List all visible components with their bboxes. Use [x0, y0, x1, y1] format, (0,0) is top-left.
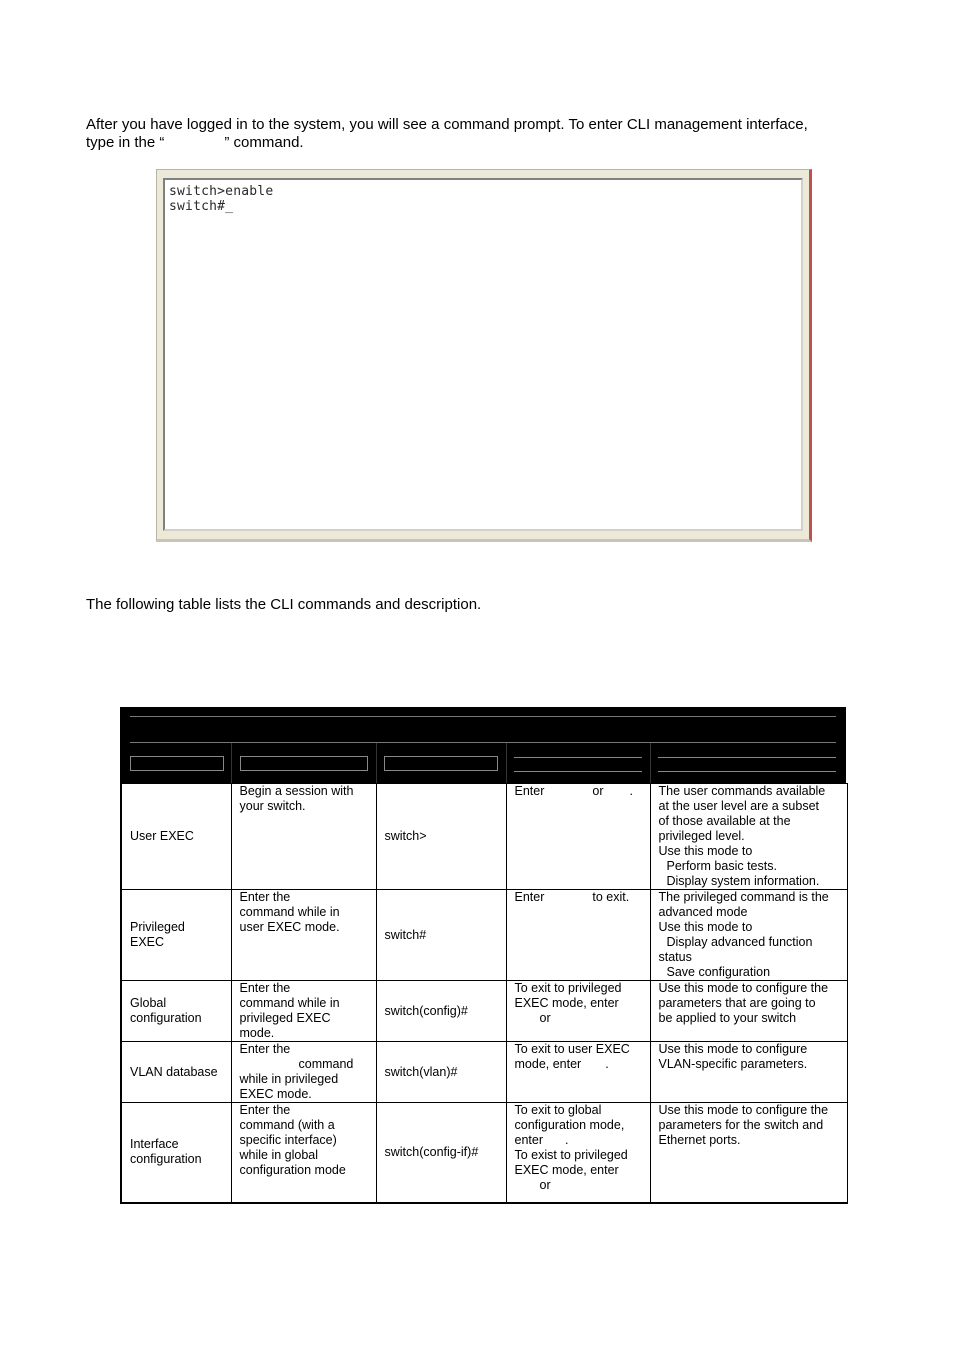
- about-text: be applied to your switch: [658, 1011, 797, 1025]
- access-cell: [231, 981, 376, 1042]
- exit-text: or: [539, 1011, 551, 1025]
- access-text: command while in: [239, 996, 340, 1010]
- header-cell-prompt: [384, 756, 498, 771]
- table-row: [121, 1042, 847, 1103]
- cli-command-table: [120, 707, 846, 1204]
- prompt-text: switch#: [384, 927, 427, 942]
- exit-text: To exist to privileged: [514, 1148, 628, 1162]
- mode-label: Interface: [130, 1137, 179, 1152]
- table-row: [121, 1103, 847, 1203]
- exit-text: enter: [514, 1133, 543, 1147]
- about-text: privileged level.: [658, 829, 745, 843]
- exit-cell: [506, 784, 650, 890]
- access-text: Begin a session with: [239, 784, 354, 798]
- about-cell: [650, 981, 847, 1042]
- prompt-text: switch(vlan)#: [384, 1064, 458, 1079]
- access-text: command while in: [239, 905, 340, 919]
- mode-label: Global: [130, 996, 167, 1010]
- prompt-cell: [376, 981, 506, 1042]
- exit-text: .: [565, 1133, 569, 1147]
- header-cell-about: [658, 757, 836, 758]
- mode-cell: [121, 1103, 231, 1203]
- mode-label: VLAN database: [130, 1064, 218, 1079]
- mode-label: configuration: [130, 1152, 202, 1167]
- exit-text: or: [539, 1178, 551, 1192]
- about-text: Use this mode to: [658, 920, 753, 934]
- access-text: Enter the: [239, 981, 291, 995]
- exit-cell: [506, 1042, 650, 1103]
- access-text: user EXEC mode.: [239, 920, 340, 934]
- exit-cell: [506, 981, 650, 1042]
- prompt-text: switch(config-if)#: [384, 1144, 479, 1159]
- access-cell: [231, 784, 376, 890]
- access-text: while in privileged: [239, 1072, 339, 1086]
- terminal-line: switch>enable: [169, 184, 274, 199]
- mode-cell: [121, 1042, 231, 1103]
- mode-label: User EXEC: [130, 829, 194, 843]
- table-row: [121, 981, 847, 1042]
- access-text: privileged EXEC: [239, 1011, 331, 1025]
- header-cell-access: [240, 756, 368, 771]
- exit-text: EXEC mode, enter: [514, 996, 619, 1010]
- access-text: EXEC mode.: [239, 1087, 312, 1101]
- about-text: The user commands available: [658, 784, 826, 798]
- terminal-line: switch#_: [169, 199, 234, 214]
- about-cell: [650, 1042, 847, 1103]
- about-text: of those available at the: [658, 814, 791, 828]
- exit-text: EXEC mode, enter: [514, 1163, 619, 1177]
- about-cell: [650, 784, 847, 890]
- about-list-item: Display advanced function: [666, 935, 813, 949]
- prompt-text: switch>: [384, 829, 427, 843]
- exit-text: Enter: [514, 890, 545, 904]
- access-text: specific interface): [239, 1133, 337, 1147]
- about-list-item: Perform basic tests.: [666, 859, 777, 873]
- prompt-cell: [376, 1103, 506, 1203]
- about-list-item: Display system information.: [666, 874, 820, 888]
- intro-paragraph: [86, 116, 881, 152]
- command-table-body: [120, 783, 848, 1204]
- prompt-cell: [376, 890, 506, 981]
- exit-text: To exit to privileged: [514, 981, 622, 995]
- about-text: at the user level are a subset: [658, 799, 820, 813]
- about-cell: [650, 890, 847, 981]
- exit-text: to exit.: [592, 890, 630, 904]
- about-text: Use this mode to configure the: [658, 981, 829, 995]
- about-text: VLAN-specific parameters.: [658, 1057, 808, 1071]
- exit-cell: [506, 1103, 650, 1203]
- about-text: Ethernet ports.: [658, 1133, 741, 1147]
- exit-text: Enter: [514, 784, 545, 798]
- access-text: command: [298, 1057, 354, 1071]
- intro-line-2a: type in the “: [86, 134, 165, 151]
- prompt-cell: [376, 784, 506, 890]
- access-cell: [231, 1103, 376, 1203]
- about-text: The privileged command is the: [658, 890, 829, 904]
- intro-line-2b: ” command.: [224, 134, 304, 151]
- exit-text: .: [629, 784, 633, 798]
- about-text: Use this mode to configure the: [658, 1103, 829, 1117]
- exit-text: or: [592, 784, 604, 798]
- access-text: mode.: [239, 1026, 275, 1040]
- access-text: configuration mode: [239, 1163, 346, 1177]
- about-cell: [650, 1103, 847, 1203]
- exit-text: To exit to global: [514, 1103, 602, 1117]
- table-row: [121, 890, 847, 981]
- mode-label: configuration: [130, 1011, 202, 1025]
- access-text: while in global: [239, 1148, 319, 1162]
- exit-text: configuration mode,: [514, 1118, 625, 1132]
- about-list-item: Save configuration: [666, 965, 771, 979]
- about-list-item: status: [658, 950, 692, 964]
- about-text: parameters that are going to: [658, 996, 816, 1010]
- table-intro: The following table lists the CLI commands and description.: [86, 596, 482, 613]
- about-text: Use this mode to configure: [658, 1042, 808, 1056]
- access-text: Enter the: [239, 1042, 291, 1056]
- header-cell-exit: [514, 757, 642, 758]
- table-header: [120, 707, 846, 783]
- access-text: your switch.: [239, 799, 306, 813]
- terminal-window: [156, 169, 812, 542]
- exit-text: mode, enter: [514, 1057, 582, 1071]
- terminal-screen[interactable]: [163, 178, 803, 531]
- access-cell: [231, 1042, 376, 1103]
- prompt-text: switch(config)#: [384, 1003, 468, 1018]
- about-text: parameters for the switch and: [658, 1118, 824, 1132]
- access-text: Enter the: [239, 890, 291, 904]
- header-cell-mode: [130, 756, 224, 771]
- mode-cell: [121, 981, 231, 1042]
- mode-label: Privileged: [130, 920, 185, 934]
- intro-line-1: After you have logged in to the system, you will see a command prompt. To enter CLI management interface,: [86, 116, 808, 133]
- about-text: Use this mode to: [658, 844, 753, 858]
- access-text: Enter the: [239, 1103, 291, 1117]
- access-text: command (with a: [239, 1118, 335, 1132]
- prompt-cell: [376, 1042, 506, 1103]
- mode-cell: [121, 890, 231, 981]
- exit-text: To exit to user EXEC: [514, 1042, 630, 1056]
- exit-text: .: [605, 1057, 609, 1071]
- table-row: [121, 784, 847, 890]
- mode-cell: [121, 784, 231, 890]
- access-cell: [231, 890, 376, 981]
- exit-cell: [506, 890, 650, 981]
- mode-label: EXEC: [130, 935, 165, 949]
- about-text: advanced mode: [658, 905, 748, 919]
